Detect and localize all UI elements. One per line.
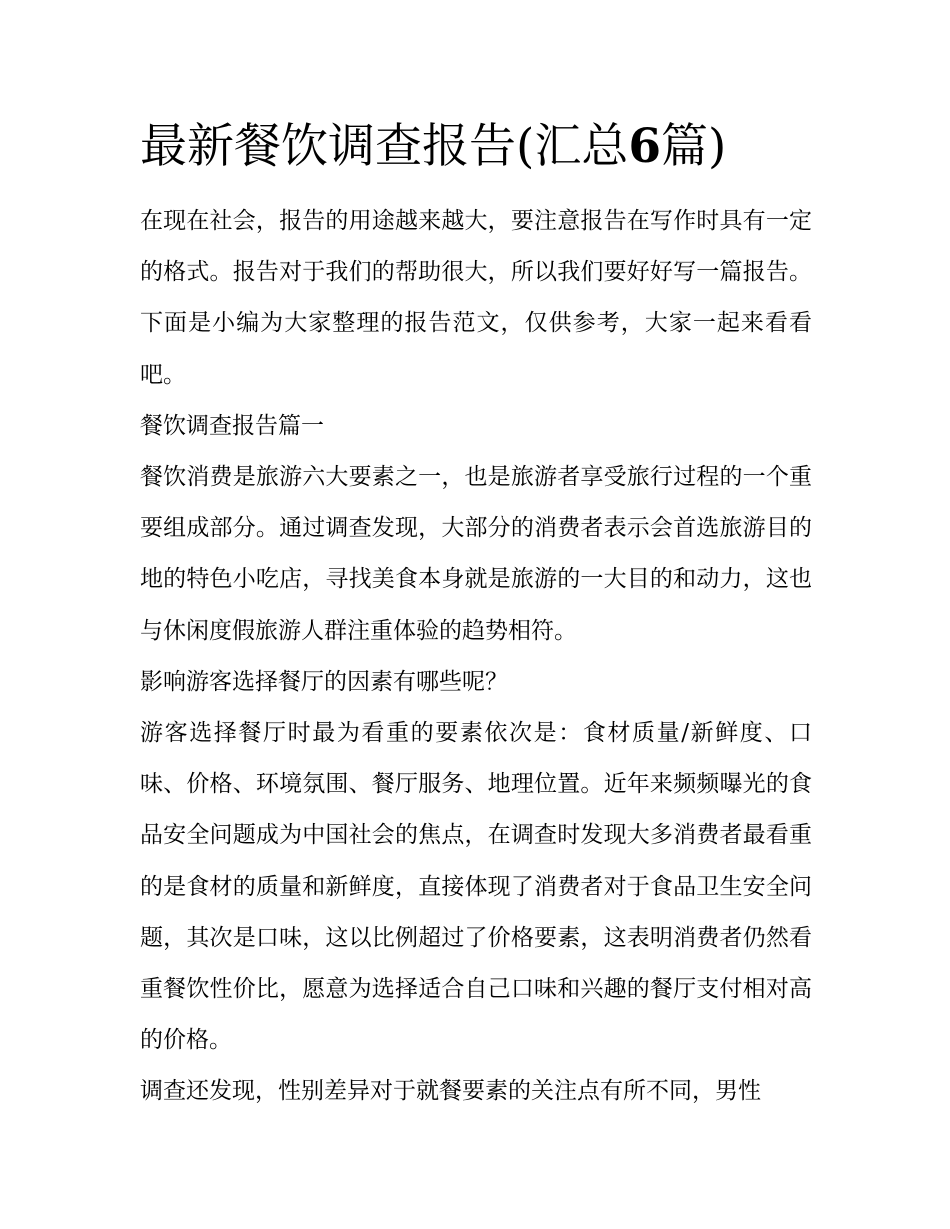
document-title bbox=[140, 112, 840, 182]
intro-paragraph: 在现在社会，报告的用途越来越大，要注意报告在写作时具有一定的格式。报告对于我们的帮助很大，所以我们要好好写一篇报告。下面是小编为大家整理的报告范文，仅供参考，大家一起来看看吧。 bbox=[140, 208, 812, 388]
title-text: 最新餐饮调查报告(汇总 bbox=[140, 119, 629, 174]
body-paragraph: 游客选择餐厅时最为看重的要素依次是：食材质量/新鲜度、口味、价格、环境氛围、餐厅服务、地理位置。近年来频频曝光的食品安全问题成为中国社会的焦点，在调查时发现大多消费者最看重的是食材的质量和新鲜度，直接体现了消费者对于食品卫生安全问题，其次是口味，这以比例超过了价格要素，这表明消费者仍然看重餐饮性价比，愿意为选择适合自己口味和兴趣的餐厅支付相对高的价格。 bbox=[140, 720, 812, 1054]
body-paragraph: 调查还发现，性别差异对于就餐要素的关注点有所不同，男性 bbox=[140, 1078, 761, 1105]
document-body bbox=[140, 196, 812, 1118]
section-heading: 餐饮调查报告篇一 bbox=[140, 412, 324, 439]
title-suffix: 篇) bbox=[661, 119, 727, 174]
title-number: 6 bbox=[628, 119, 662, 174]
body-paragraph: 餐饮消费是旅游六大要素之一，也是旅游者享受旅行过程的一个重要组成部分。通过调查发现，大部分的消费者表示会首选旅游目的地的特色小吃店，寻找美食本身就是旅游的一大目的和动力，这也与休闲度假旅游人群注重体验的趋势相符。 bbox=[140, 464, 812, 644]
question-line: 影响游客选择餐厅的因素有哪些呢？ bbox=[140, 668, 508, 695]
